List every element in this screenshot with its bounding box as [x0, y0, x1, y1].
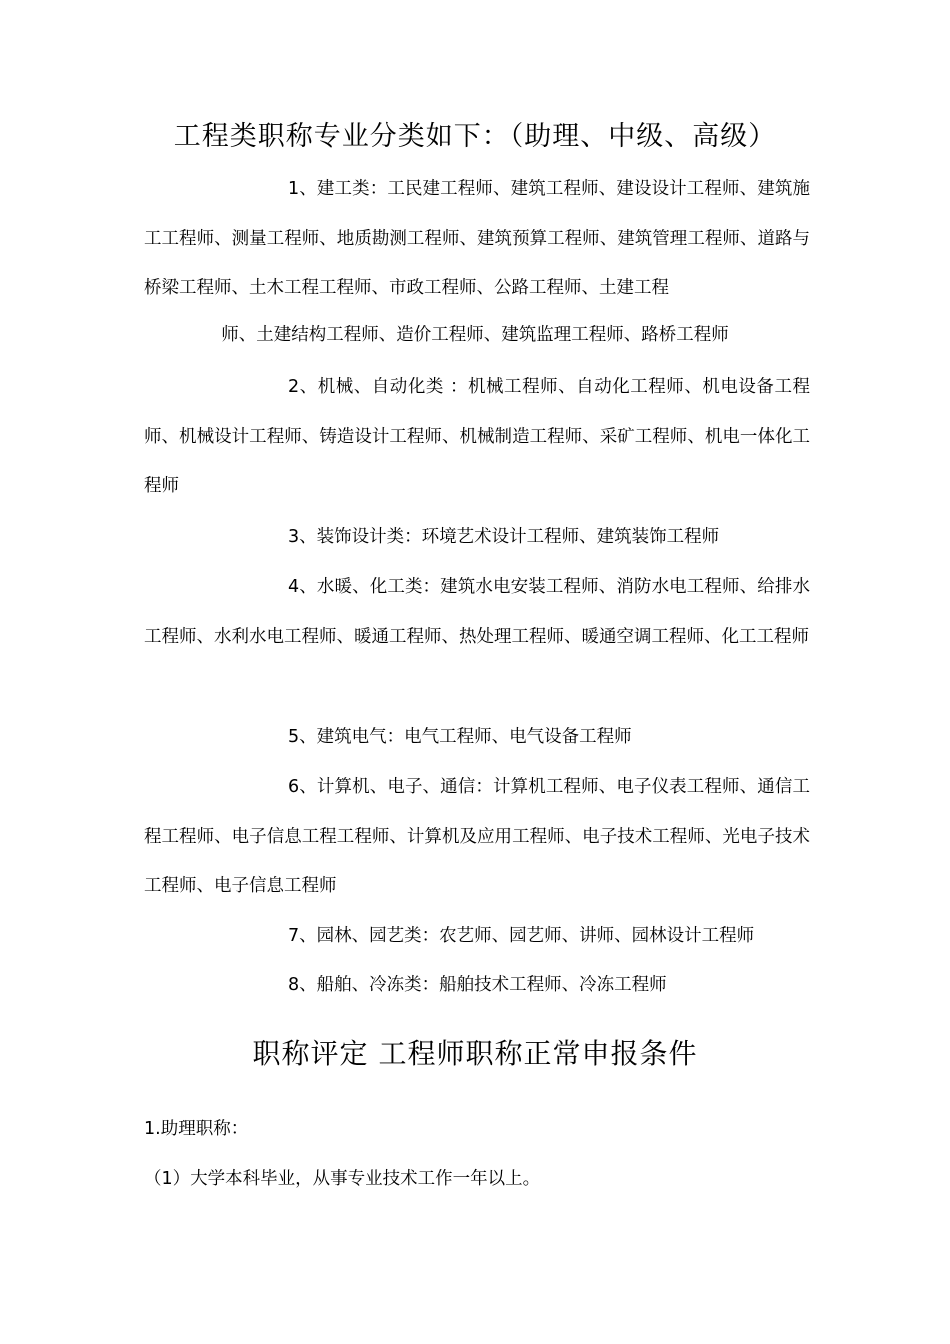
- category-item-7: 7、园林、园艺类：农艺师、园艺师、讲师、园林设计工程师: [288, 926, 755, 946]
- category-item-6: 6、计算机、电子、通信：计算机工程师、电子仪表工程师、通信工程工程师、电子信息工程工程师、计算机及应用工程师、电子技术工程师、光电子技术工程师、电子信息工程师: [144, 777, 810, 896]
- assistant-title-heading: 1.助理职称：: [144, 1119, 249, 1139]
- category-item-4: 4、水暖、化工类：建筑水电安装工程师、消防水电工程师、给排水工程师、水利水电工程师、暖通工程师、热处理工程师、暖通空调工程师、化工工程师: [144, 577, 810, 647]
- category-item-2: 2、机械、自动化类 ：机械工程师、自动化工程师、机电设备工程师、机械设计工程师、铸造设计工程师、机械制造工程师、采矿工程师、机电一体化工程师: [144, 377, 810, 496]
- category-item-1: 1、建工类：工民建工程师、建筑工程师、建设设计工程师、建筑施工工程师、测量工程师、地质勘测工程师、建筑预算工程师、建筑管理工程师、道路与桥梁工程师、土木工程工程师、市政工程师、公路工程师、土建工程: [144, 179, 810, 298]
- category-item-1-continued: 师、土建结构工程师、造价工程师、建筑监理工程师、路桥工程师: [221, 325, 729, 345]
- section-title: 职称评定 工程师职称正常申报条件: [252, 1037, 698, 1070]
- assistant-condition-1: （1）大学本科毕业，从事专业技术工作一年以上。: [144, 1169, 541, 1189]
- page-title: 工程类职称专业分类如下：（助理、中级、高级）: [173, 121, 777, 152]
- category-item-3: 3、装饰设计类：环境艺术设计工程师、建筑装饰工程师: [288, 527, 720, 547]
- category-item-8: 8、船舶、冷冻类：船舶技术工程师、冷冻工程师: [288, 975, 667, 995]
- category-item-5: 5、建筑电气：电气工程师、电气设备工程师: [288, 727, 632, 747]
